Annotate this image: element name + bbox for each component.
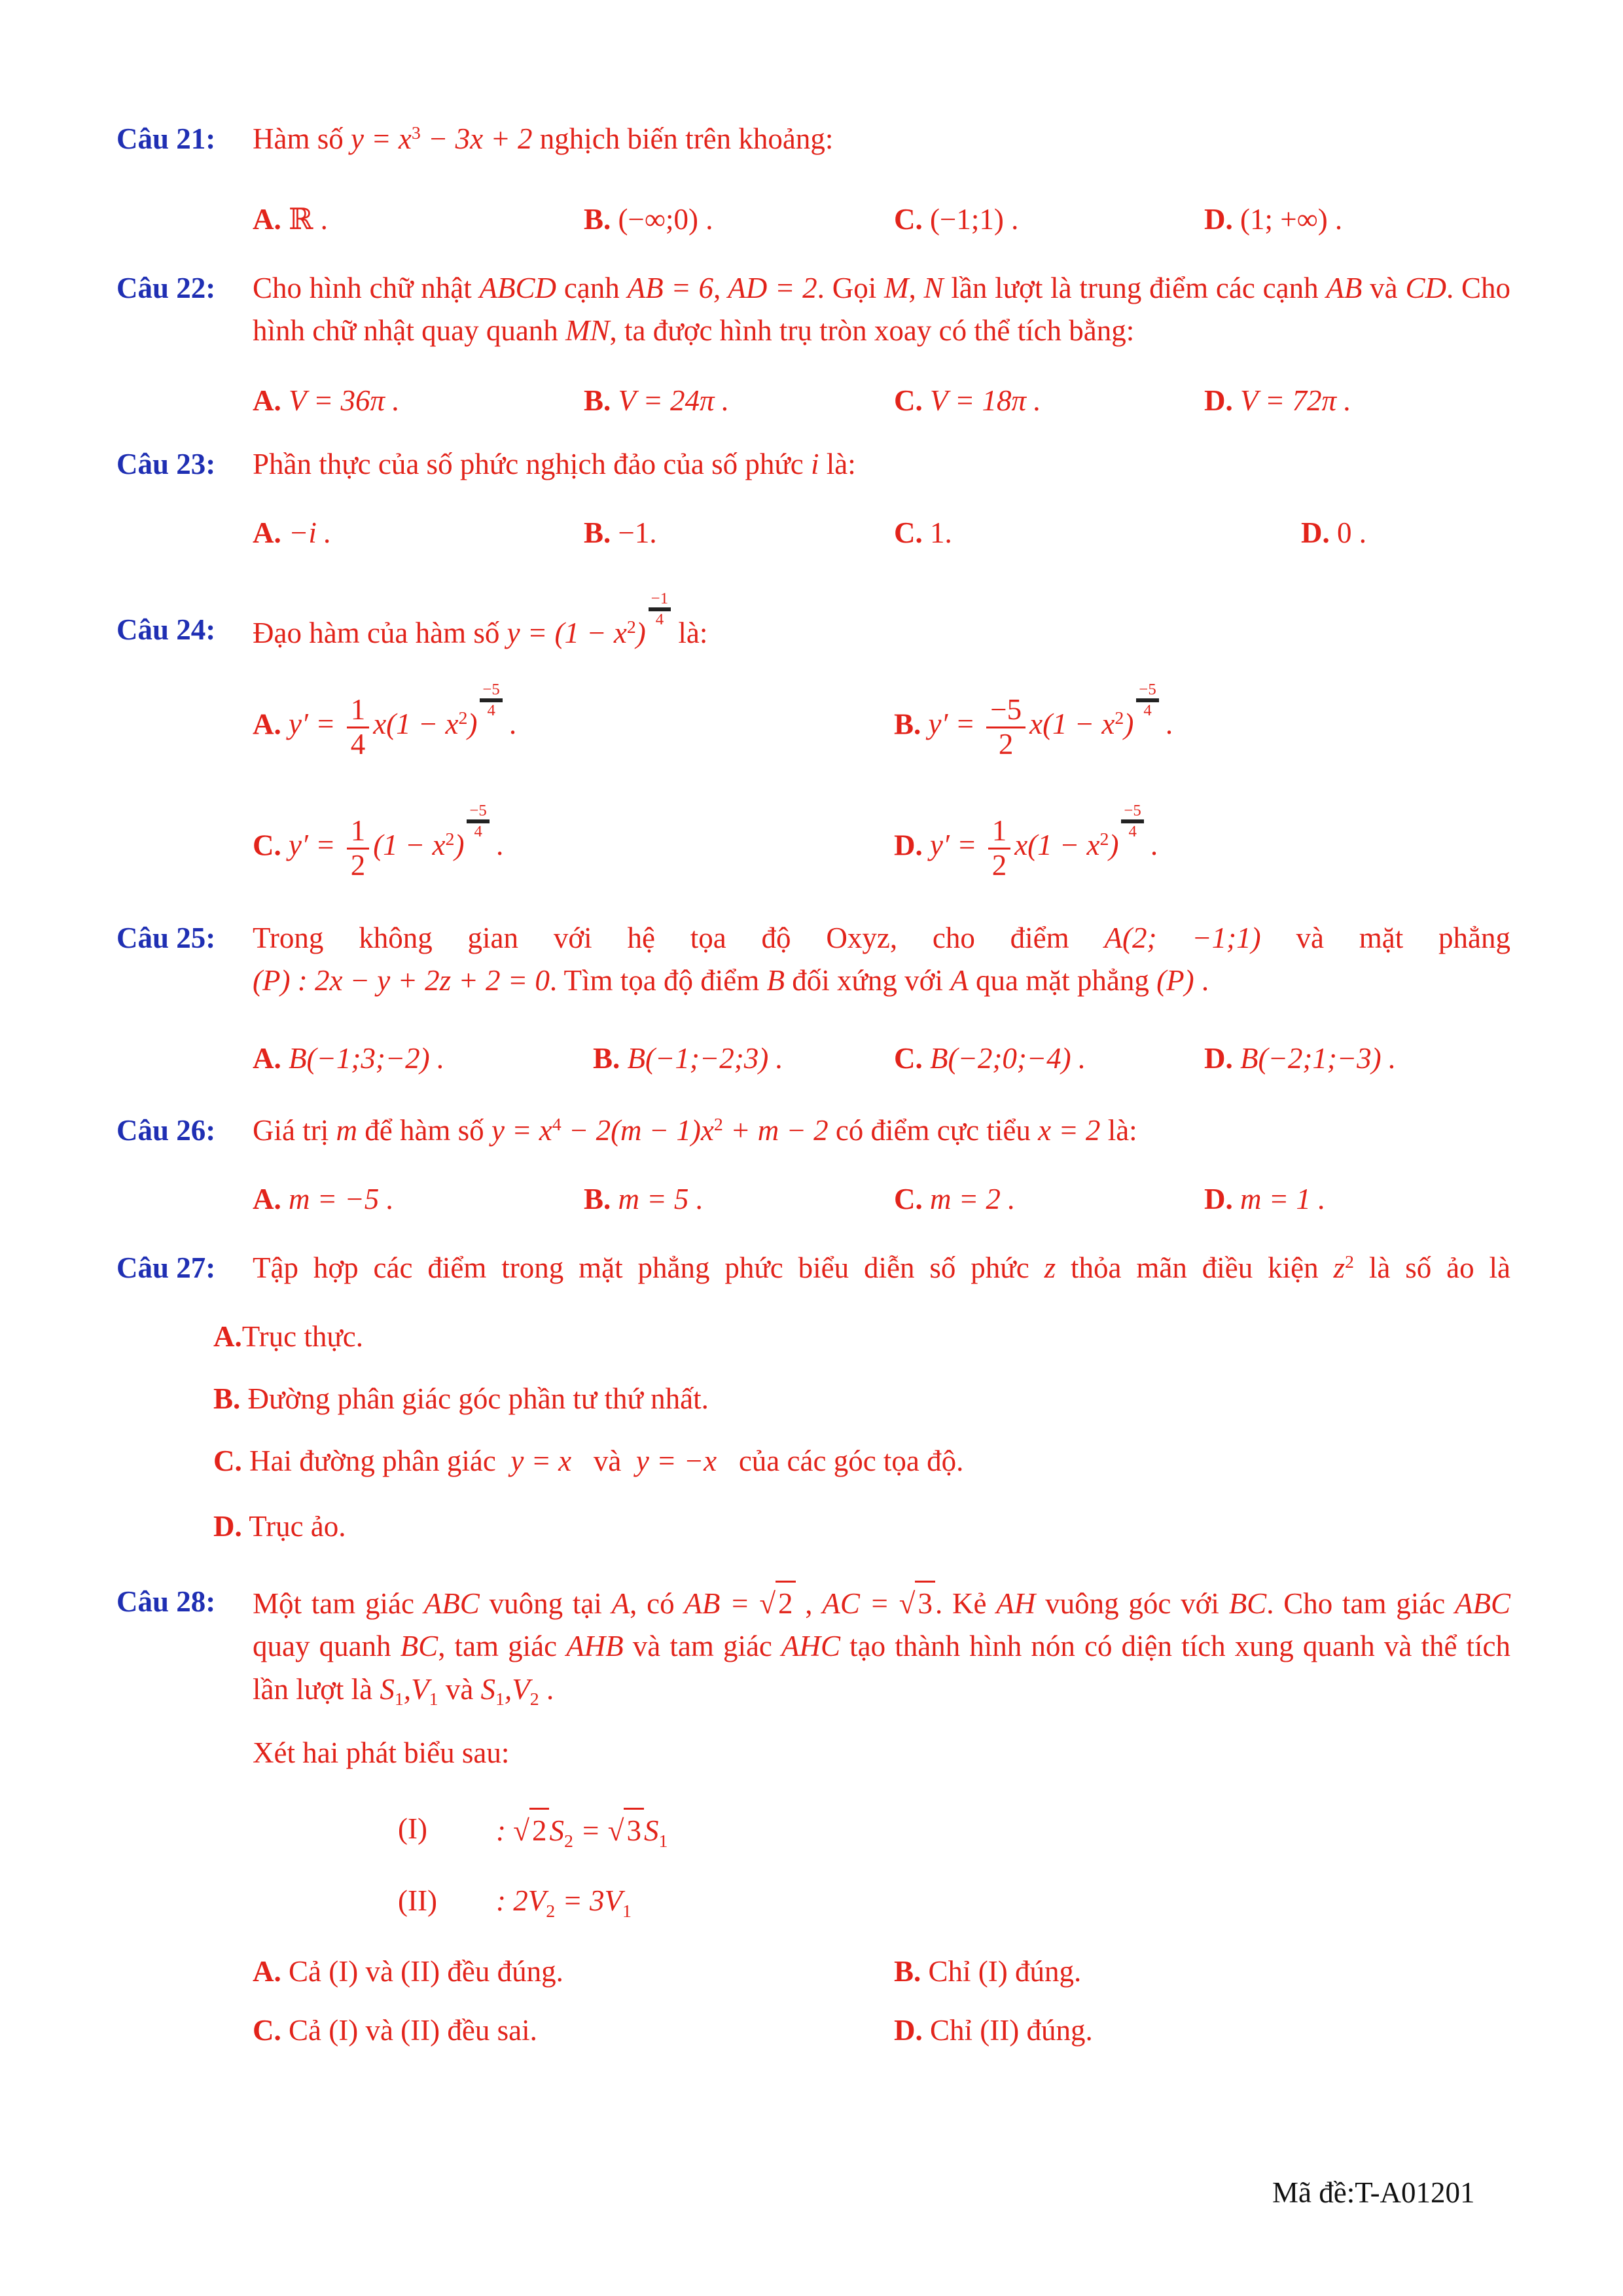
option-a[interactable]: A.Trục thực. [213,1320,363,1353]
question-label: Câu 28: [116,1585,216,1618]
option-b[interactable]: B. B(−1;−2;3) . [593,1042,783,1075]
statement-2: (II) : $2V_2 = 3V_1$ [398,1884,632,1922]
option-b[interactable]: B. y′ = $\frac{-5}{2}$ $x(1 - x^2)$ $\frac{-5}{4}$ . [894,680,1174,761]
option-a[interactable]: A. B(−1;3;−2) . [253,1042,445,1075]
option-a[interactable]: A. −i . [253,516,332,549]
option-a[interactable]: A. y′ = $\frac{1}{4}$ $x(1 - x^2)$ $\frac{-5}{4}$ . [253,680,518,761]
question-label: Câu 22: [116,272,216,304]
question-label: Câu 27: [116,1251,216,1284]
question-28: Câu 28: Một tam giác ABC vuông tại A, có AB = √2 , AC = √3. Kẻ AH vuông góc với BC. Cho tam giác ABC quay quanh BC, tam giác AHB và tam giác AHC tạo thành hình nón có diện tích xung quanh và thể tích lần lượt là $S_1,V_1$ và $S_1,V_2$ . Xét hai phát biểu sau: [116,1581,1510,1774]
question-26: Câu 26: Giá trị m để hàm số $y = x^4 - 2(m - 1)x^2 + m - 2$ có điểm cực tiểu x = 2 là: [116,1109,1510,1152]
options-21 [253,198,1509,244]
option-b[interactable]: B. V = 24π . [584,384,730,417]
option-d[interactable]: D. B(−2;1;−3) . [1204,1042,1397,1075]
question-label: Câu 23: [116,448,216,480]
option-c[interactable]: C. y′ = $\frac{1}{2}$ $(1 - x^2)$ $\frac{-5}{4}$ . [253,801,505,882]
math-dimensions: AB = 6, AD = 2 [627,272,817,304]
option-c[interactable]: C. (−1;1) . [894,203,1019,236]
option-d[interactable]: D. V = 72π . [1204,384,1351,417]
options-28-row1 [253,1950,1509,1996]
option-c[interactable]: C. Hai đường phân giác y = x và y = −x của các góc tọa độ. [213,1444,964,1477]
options-28-row2 [253,2009,1509,2055]
option-b[interactable]: B. m = 5 . [584,1183,704,1215]
math-plane: (P) : 2x − y + 2z + 2 = 0 [253,964,550,997]
question-25: Câu 25: Trong không gian với hệ tọa độ Oxyz, cho điểm A(2; −1;1) và mặt phẳng (P) : 2x − y + 2z + 2 = 0. Tìm tọa độ điểm B đối xứng với A qua mặt phẳng (P) . [116,917,1510,1003]
math-function: $y = x^3 - 3x + 2$ [351,122,533,155]
option-b[interactable]: B. −1. [584,516,657,549]
option-b[interactable]: B. Chỉ (I) đúng. [894,1955,1082,1988]
option-a[interactable]: A. ℝ . [253,203,328,236]
option-c[interactable]: C. 1. [894,516,952,549]
option-d[interactable]: D. y′ = $\frac{1}{2}$ $x(1 - x^2)$ $\frac{-5}{4}$ . [894,801,1159,882]
options-22 [253,380,1509,425]
math-point: A(2; −1;1) [1104,922,1261,954]
option-a[interactable]: A. m = −5 . [253,1183,394,1215]
option-c[interactable]: C. B(−2;0;−4) . [894,1042,1086,1075]
question-label: Câu 26: [116,1114,216,1147]
option-b[interactable]: B. (−∞;0) . [584,203,713,236]
question-label: Câu 24: [116,613,216,646]
math-function: $y = (1 - x^2)$ $\frac{-1}{4}$ [507,617,671,649]
options-23 [253,512,1509,558]
option-a[interactable]: A. V = 36π . [253,384,400,417]
option-a[interactable]: A. Cả (I) và (II) đều đúng. [253,1955,563,1988]
question-21: Câu 21: Hàm số $y = x^3 - 3x + 2$ nghịch biến trên khoảng: [116,118,1510,160]
option-c[interactable]: C. Cả (I) và (II) đều sai. [253,2014,537,2047]
option-b[interactable]: B. Đường phân giác góc phần tư thứ nhất. [213,1382,709,1415]
question-23: Câu 23: Phần thực của số phức nghịch đảo của số phức i là: [116,443,1510,486]
option-d[interactable]: D. m = 1 . [1204,1183,1326,1215]
question-27: Câu 27: Tập hợp các điểm trong mặt phẳng phức biểu diễn số phức z thỏa mãn điều kiện $z^2$ là số ảo là [116,1247,1510,1289]
exam-code: Mã đề:T-A01201 [1272,2176,1475,2209]
options-24-row1 [253,680,1509,779]
option-d[interactable]: D. Chỉ (II) đúng. [894,2014,1093,2047]
options-26 [253,1178,1509,1224]
option-c[interactable]: C. m = 2 . [894,1183,1016,1215]
option-d[interactable]: D. Trục ảo. [213,1510,346,1543]
options-25 [253,1037,1509,1083]
options-24-row2 [253,801,1509,900]
question-22: Câu 22: Cho hình chữ nhật ABCD cạnh AB = 6, AD = 2. Gọi M, N lần lượt là trung điểm các cạnh AB và CD. Cho hình chữ nhật quay quanh MN, ta được hình trụ tròn xoay có thể tích bằng: [116,267,1510,353]
statement-1: (I) : $√2S_2 = √3S_1$ [398,1808,427,1850]
option-d[interactable]: D. (1; +∞) . [1204,203,1343,236]
option-c[interactable]: C. V = 18π . [894,384,1041,417]
question-24: Câu 24: Đạo hàm của hàm số $y = (1 - x^2)$ $\frac{-1}{4}$ là: [116,609,1510,655]
question-label: Câu 25: [116,922,216,954]
math-function: $y = x^4 - 2(m - 1)x^2 + m - 2$ [491,1114,829,1147]
option-d[interactable]: D. 0 . [1301,516,1366,549]
question-label: Câu 21: [116,122,216,155]
